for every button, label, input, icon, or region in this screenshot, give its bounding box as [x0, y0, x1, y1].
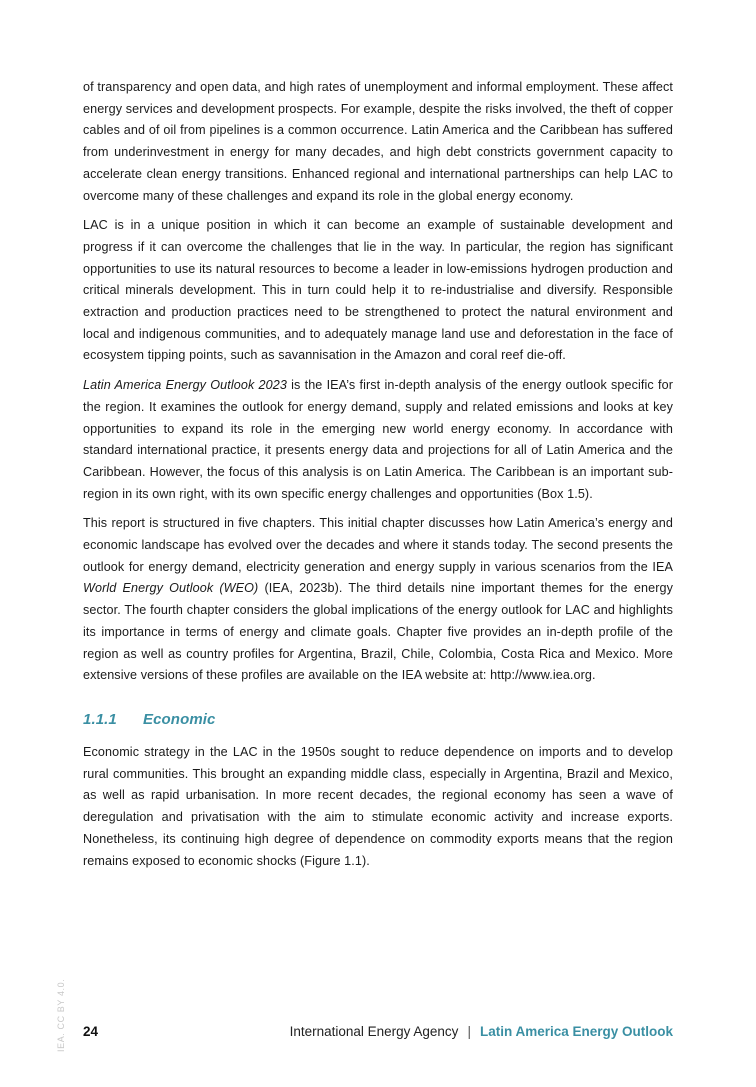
paragraph-unique-position: LAC is in a unique position in which it can become an example of sustainable development and progress if it can overcome the challenges that lie in the way. In particular, the region has significant opportunities to use its natural resources to become a leader in low-emissions hydrogen production and critical minerals development. This in turn could help it to re-industrialise and diversify. Responsible extraction and production practices need to be strengthened to protect the natural environment and local and indigenous communities, and to adequately manage land use and deforestation in the face of ecosystem tipping points, such as savannisation in the Amazon and coral reef die-off.: [83, 218, 673, 363]
paragraph-economic: Economic strategy in the LAC in the 1950s sought to reduce dependence on imports and to develop rural communities. This brought an expanding middle class, especially in Argentina, Brazil and Mexico, as well as rapid urbanisation. In more recent decades, the regional economy has seen a wave of deregulation and privatisation with the aim to stimulate economic activity and increase exports. Nonetheless, its continuing high degree of dependence on commodity exports means that the region remains exposed to economic shocks (Figure 1.1).: [83, 744, 673, 868]
paragraph-challenges: of transparency and open data, and high rates of unemployment and informal employment. These affect energy services and development prospects. For example, despite the risks involved, the theft of copper cables and of oil from pipelines is a common occurrence. Latin America and the Caribbean has suffered from underinvestment in energy for many decades, and high debt constricts government capacity to accelerate clean energy transitions. Enhanced regional and international partnerships can help LAC to overcome many of these challenges and expand its role in the global energy economy.: [83, 80, 673, 203]
page-number: 24: [83, 1024, 99, 1039]
structure-text-before: This report is structured in five chapters. This initial chapter discusses how Latin America’s energy and economic landscape has evolved over the decades and where it stands today. The second presents the outlook for energy demand, electricity generation and energy supply in various scenarios from the IEA: [83, 516, 673, 574]
section-heading: [83, 709, 673, 731]
footer-title: [290, 1024, 673, 1039]
paragraph-report-intro: [83, 375, 673, 505]
report-intro-text: is the IEA’s first in-depth analysis of the energy outlook specific for the region. It examines the outlook for energy demand, supply and related emissions and looks at key opportunities to expand its role in the emerging new world energy economy. In accordance with standard international practice, it presents energy data and projections for all of Latin America and the Caribbean. However, the focus of this analysis is on Latin America. The Caribbean is an important sub-region in its own right, with its own specific energy challenges and opportunities (Box 1.5).: [83, 378, 673, 501]
section-title: Economic: [143, 710, 216, 728]
report-title-italic: Latin America Energy Outlook 2023: [83, 378, 287, 393]
paragraph-report-structure: [83, 513, 673, 687]
body-content: [83, 77, 673, 880]
footer-separator: |: [467, 1024, 471, 1039]
footer-organization: International Energy Agency: [289, 1024, 459, 1039]
footer-publication: Latin America Energy Outlook: [479, 1024, 673, 1039]
section-number: 1.1.1: [83, 710, 117, 728]
license-watermark: IEA. CC BY 4.0.: [56, 978, 66, 1052]
weo-title-italic: World Energy Outlook (WEO): [83, 581, 259, 596]
structure-text-after: (IEA, 2023b). The third details nine important themes for the energy sector. The fourth chapter considers the global implications of the energy outlook for LAC and highlights its importance in terms of energy and climate goals. Chapter five provides an in-depth profile of the region as well as country profiles for Argentina, Brazil, Chile, Colombia, Costa Rica and Mexico. More extensive versions of these profiles are available on the IEA website at: http://www.iea.org.: [83, 581, 673, 683]
page-footer: [83, 1024, 673, 1044]
